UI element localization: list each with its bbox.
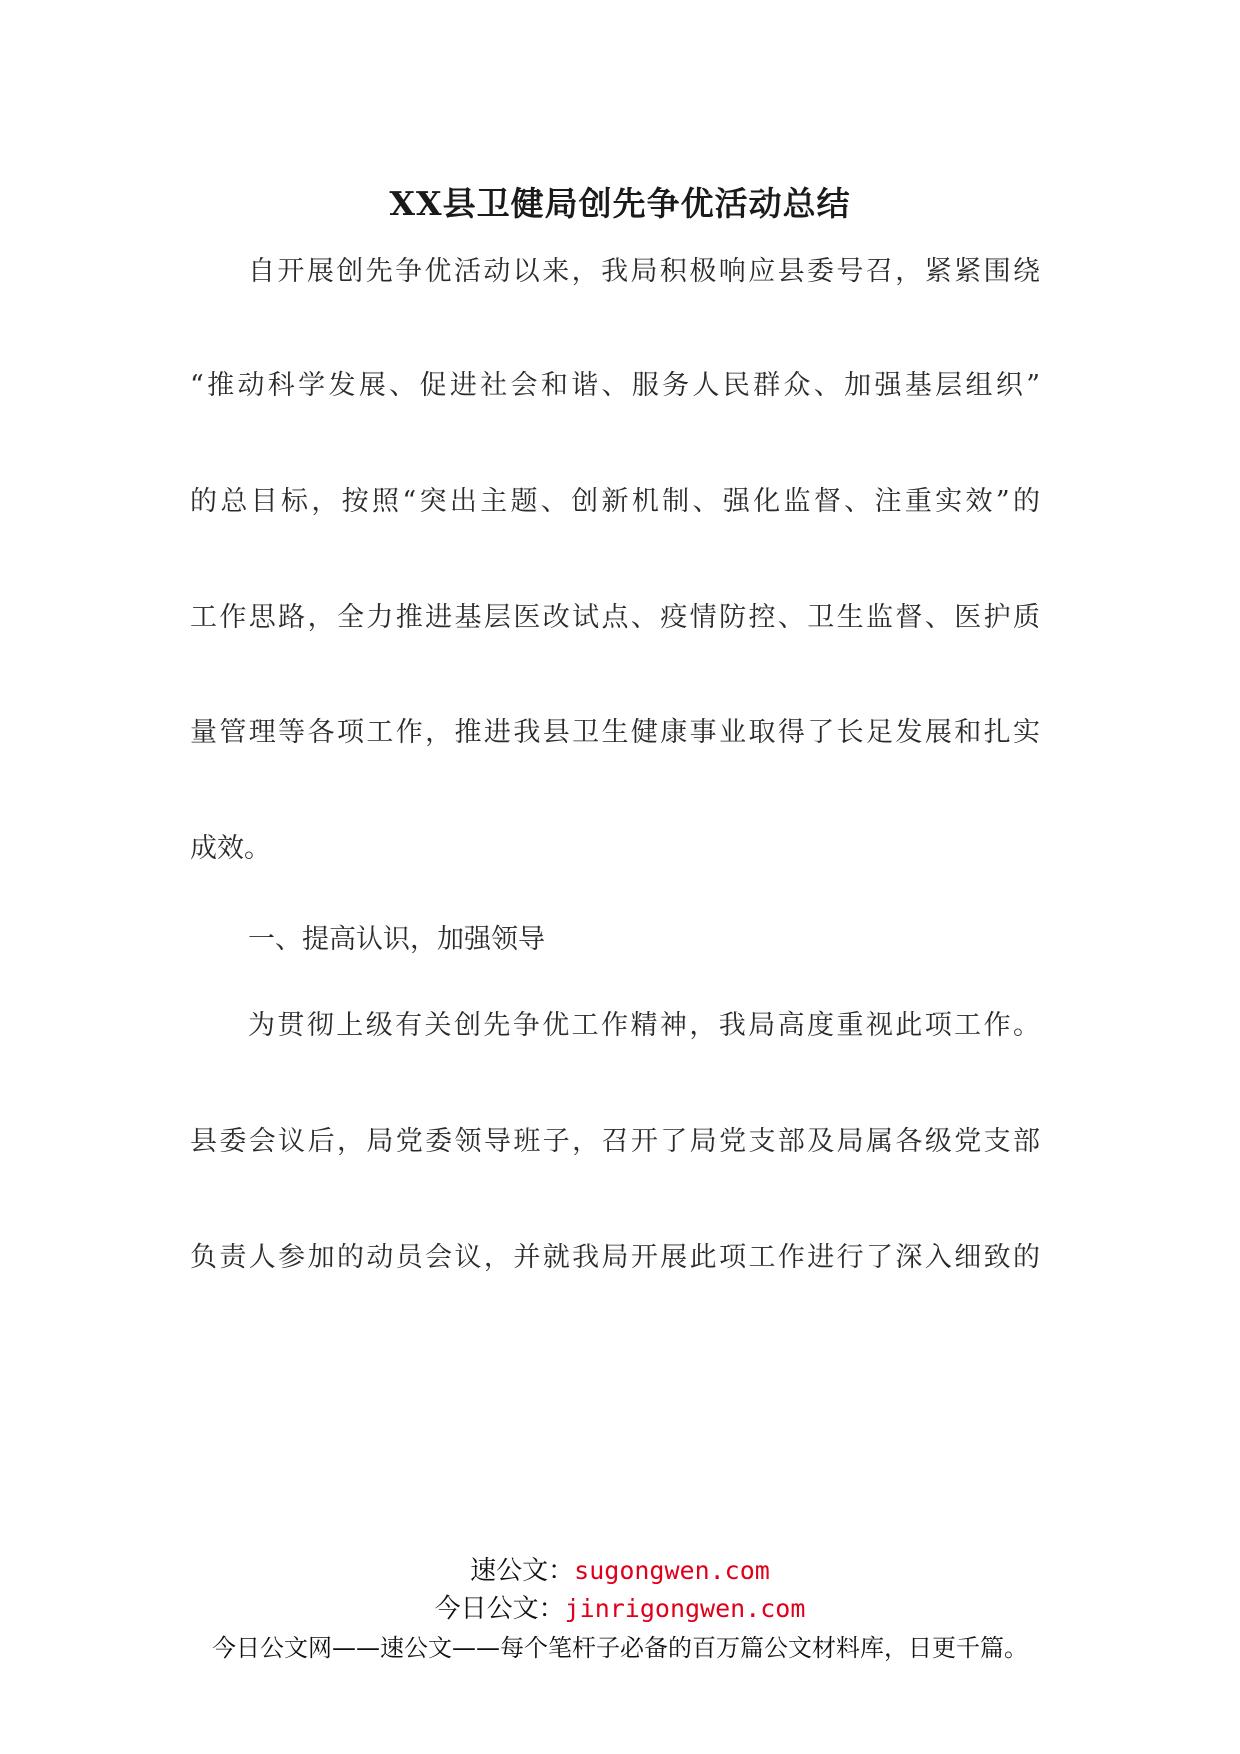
paragraph-line: 自开展创先争优活动以来，我局积极响应县委号召，紧紧围绕 [248,256,1040,287]
footer-link-jinrigongwen[interactable]: jinrigongwen.com [564,1594,806,1623]
paragraph-line: “推动科学发展、促进社会和谐、服务人民群众、加强基层组织” [190,370,1040,401]
section-heading: 一、提高认识，加强领导 [248,924,545,955]
paragraph-line: 负责人参加的动员会议，并就我局开展此项工作进行了深入细致的 [190,1242,1040,1273]
paragraph-line: 的总目标，按照“突出主题、创新机制、强化监督、注重实效”的 [190,486,1040,517]
paragraph-line: 县委会议后，局党委领导班子，召开了局党支部及局属各级党支部 [190,1126,1040,1157]
footer-link-sugongwen[interactable]: sugongwen.com [574,1556,770,1585]
paragraph-line: 为贯彻上级有关创先争优工作精神，我局高度重视此项工作。 [248,1010,1040,1041]
paragraph-line: 量管理等各项工作，推进我县卫生健康事业取得了长足发展和扎实 [190,717,1040,748]
footer-tagline: 今日公文网——速公文——每个笔杆子必备的百万篇公文材料库，日更千篇。 [212,1634,1028,1662]
paragraph-line: 工作思路，全力推进基层医改试点、疫情防控、卫生监督、医护质 [190,602,1040,633]
footer-label-2: 今日公文： [434,1594,565,1624]
footer-label-1: 速公文： [470,1556,575,1586]
paragraph-line: 成效。 [190,833,271,864]
footer-site-line-2 [0,1588,1240,1625]
footer-site-line-1 [0,1550,1240,1587]
document-title: XX县卫健局创先争优活动总结 [389,184,851,223]
